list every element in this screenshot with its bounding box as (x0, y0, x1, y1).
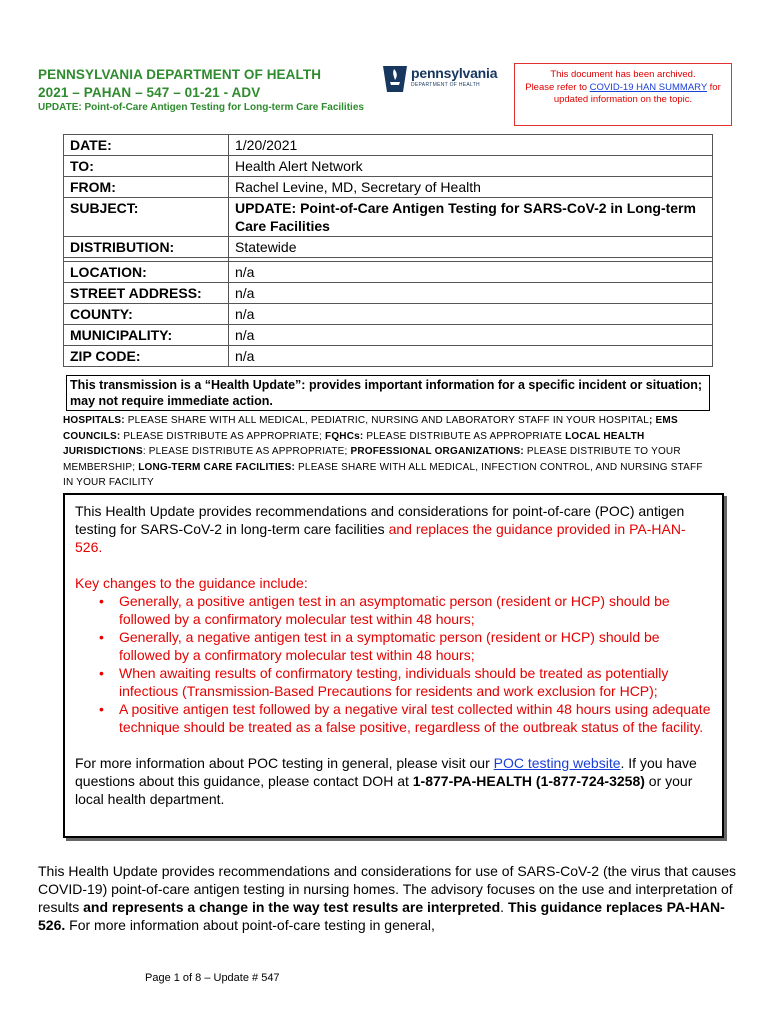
key-changes-list (75, 592, 712, 736)
date-row: DATE: 1/20/2021 (64, 135, 713, 156)
header-department: PENNSYLVANIA DEPARTMENT OF HEALTH (38, 67, 322, 82)
location-row: LOCATION: n/a (64, 262, 713, 283)
to-row: TO: Health Alert Network (64, 156, 713, 177)
distribution-row: DISTRIBUTION: Statewide (64, 237, 713, 258)
page-footer: Page 1 of 8 – Update # 547 (145, 972, 280, 984)
logo-department: DEPARTMENT OF HEALTH (411, 82, 480, 88)
list-item: • Generally, a positive antigen test in an asymptomatic person (resident or HCP) should be followed by a confirmatory molecular test within 48 hours; (119, 592, 712, 628)
body-paragraph: This Health Update provides recommendations and considerations for use of SARS-CoV-2 (the virus that causes COVID-19) point-of-care antigen testing in nursing homes. The advisory focuses on the use and interpretation of results and represents a change in the way test results are interpreted. This guidance replaces PA-HAN-526. For more information about point-of-care testing in general, (38, 863, 737, 933)
covid-han-summary-link[interactable]: COVID-19 HAN SUMMARY (589, 81, 708, 93)
county-row: COUNTY: n/a (64, 304, 713, 325)
pennsylvania-logo (381, 64, 503, 94)
list-item: • When awaiting results of confirmatory testing, individuals should be treated as potentially infectious (Transmission-Based Precautions for residents and work exclusion for HCP); (119, 664, 712, 700)
municipality-row: MUNICIPALITY: n/a (64, 325, 713, 346)
summary-intro: This Health Update provides recommendations and considerations for point-of-care (POC) antigen testing for SARS-CoV-2 in long-term care facilities and replaces the guidance provided in PA-HAN-526. (75, 503, 686, 555)
logo-wordmark: pennsylvania (411, 65, 498, 81)
zip-code-row: ZIP CODE: n/a (64, 346, 713, 367)
street-address-row: STREET ADDRESS: n/a (64, 283, 713, 304)
poc-testing-website-link[interactable]: POC testing website (493, 755, 621, 771)
archive-line1: This document has been archived. (550, 69, 696, 80)
more-info-paragraph: For more information about POC testing in general, please visit our POC testing website. If you have questions about this guidance, please contact DOH at 1-877-PA-HEALTH (1-877-724-3258) or your local health department. (75, 755, 697, 807)
archive-line2: Please refer to COVID-19 HAN SUMMARY for updated information on the topic. (525, 81, 721, 105)
distribution-list: HOSPITALS: PLEASE SHARE WITH ALL MEDICAL, PEDIATRIC, NURSING AND LABORATORY STAFF IN YOUR HOSPITAL; EMS COUNCILS: PLEASE DISTRIBUTE AS APPROPRIATE; FQHCs: PLEASE DISTRIBUTE AS APPROPRIATE LOCAL HEALTH JURISDICTIONS: PLEASE DISTRIBUTE AS APPROPRIATE; PROFESSIONAL ORGANIZATIONS: PLEASE DISTRIBUTE TO YOUR MEMBERSHIP; LONG-TERM CARE FACILITIES: PLEASE SHARE WITH ALL MEDICAL, INFECTION CONTROL, AND NURSING STAFF IN YOUR FACILITY (63, 415, 703, 488)
header-subtitle: UPDATE: Point-of-Care Antigen Testing for Long-term Care Facilities (38, 102, 364, 113)
archive-notice (514, 63, 732, 126)
transmission-type-box: This transmission is a “Health Update”: provides important information for a specific incident or situation; may not require immediate action. (66, 375, 710, 411)
from-row: FROM: Rachel Levine, MD, Secretary of Health (64, 177, 713, 198)
list-item: • A positive antigen test followed by a negative viral test collected within 48 hours using adequate technique should be treated as a false positive, regardless of the outbreak status of the facility. (119, 700, 712, 736)
document-header (38, 66, 321, 102)
keystone-icon (381, 64, 409, 94)
subject-row: SUBJECT: UPDATE: Point-of-Care Antigen Testing for SARS-CoV-2 in Long-term Care Facilities (64, 198, 713, 237)
header-han-number: 2021 – PAHAN – 547 – 01-21 - ADV (38, 85, 261, 100)
summary-box (63, 493, 724, 838)
key-changes-heading: Key changes to the guidance include: (75, 575, 308, 591)
han-info-table (63, 134, 713, 367)
list-item: • Generally, a negative antigen test in a symptomatic person (resident or HCP) should be followed by a confirmatory molecular test within 48 hours; (119, 628, 712, 664)
